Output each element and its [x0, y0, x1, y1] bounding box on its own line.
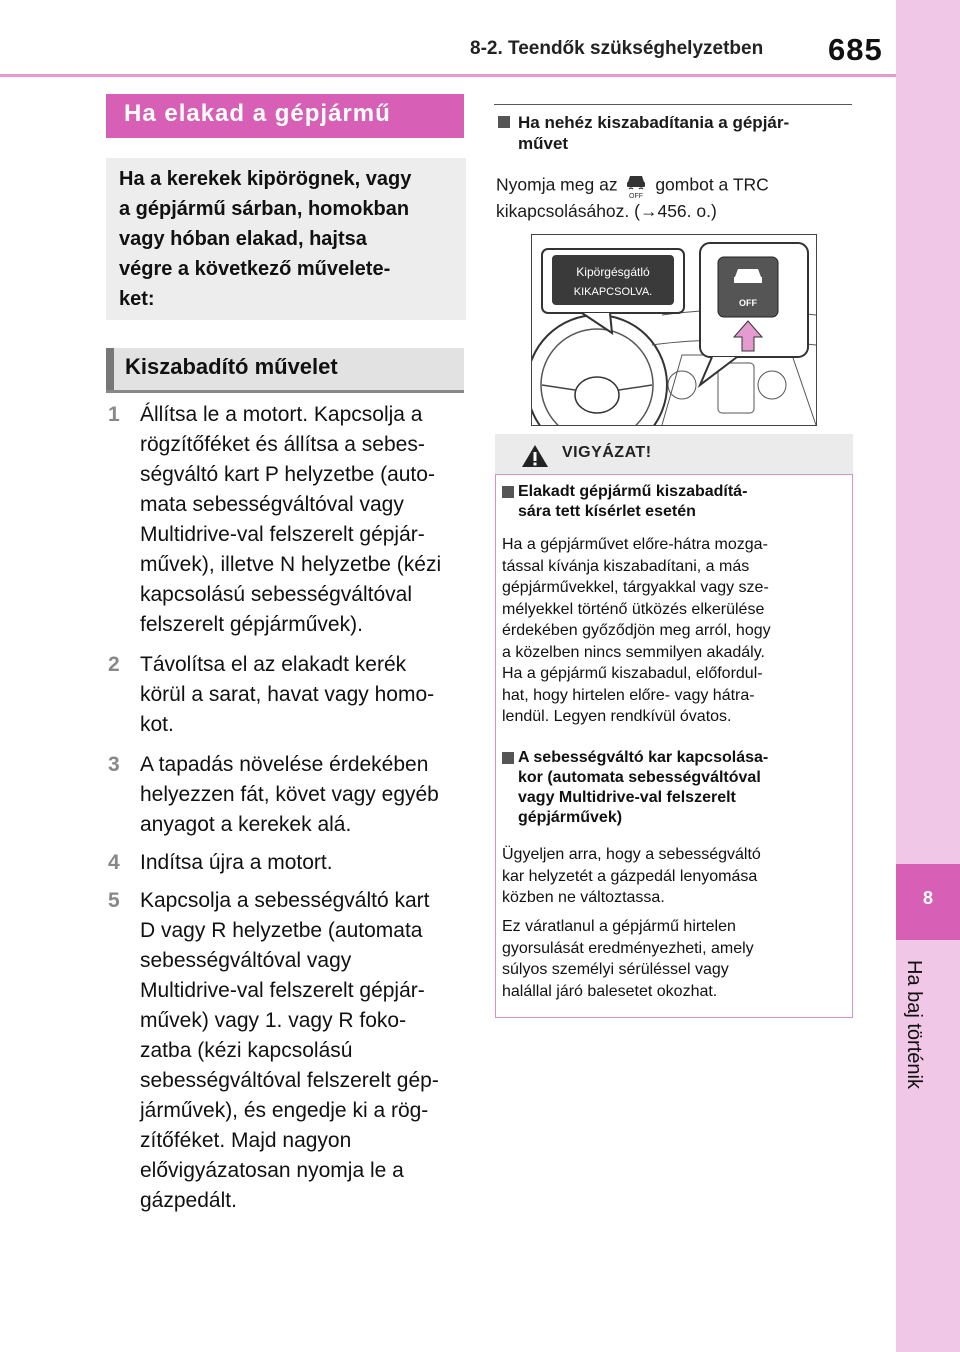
step-number: 1 [108, 403, 120, 426]
section-title-banner [106, 94, 464, 138]
dashboard-illustration [531, 234, 817, 426]
step-text: Állítsa le a motort. Kapcsolja a rögzítőféket és állítsa a sebes- ségváltó kart P helyzetbe (auto- mata sebességváltóval vagy Multidrive-val felszerelt gépjár- művek), illetve N helyzetbe (kézi kapcsolású sebességváltóval felszerelt gépjárművek). [140, 403, 442, 636]
right-body-text: Nyomja meg az OFF gombot a TRC kikapcsolásához. (→456. o.) [496, 172, 856, 222]
chapter-side-tab [896, 0, 960, 1352]
subsection-title: Kiszabadító művelet [125, 354, 338, 379]
trc-off-icon [622, 172, 650, 200]
chapter-number: 8 [922, 888, 933, 908]
section-title: Ha elakad a gépjármű [124, 100, 391, 127]
subsection-title-bar [106, 348, 464, 393]
caution-section-heading: A sebességváltó kar kapcsolása- kor (automata sebességváltóval vagy Multidrive-val felszerelt gépjárművek) [518, 749, 769, 826]
caution-section-text: Ez váratlanul a gépjármű hirtelen gyorsulását eredményezheti, amely súlyos személyi sérüléssel vagy halállal járó balesetet okozhat. [502, 918, 754, 1000]
warning-triangle-icon [521, 444, 549, 468]
step-text: Indítsa újra a motort. [140, 851, 333, 874]
right-section-divider [494, 104, 852, 105]
display-line-1: Kipörgésgátló [576, 265, 650, 279]
square-bullet-icon [498, 116, 510, 128]
step-text: A tapadás növelése érdekében helyezzen fát, követ vagy egyéb anyagot a kerekek alá. [140, 753, 439, 836]
square-bullet-icon [502, 486, 514, 498]
square-bullet-icon [502, 752, 514, 764]
caution-section-text: Ha a gépjárművet előre-hátra mozga- tással kívánja kiszabadítani, a más gépjárművekkel, tárgyakkal vagy sze- mélyekkel történő ütközés elkerülése érdekében győződjön meg arról, hogy a közelben nincs semmilyen akadály. Ha a gépjármű kiszabadul, előfordul- hat, hogy hirtelen előre- vagy hátra- lendül. Legyen rendkívül óvatos. [502, 536, 771, 725]
chapter-label: Ha baj történik [903, 960, 925, 1089]
caution-section-text: Ügyeljen arra, hogy a sebességváltó kar helyzetét a gázpedál lenyomása közben ne változtassa. [502, 846, 761, 906]
header-divider [0, 74, 896, 77]
svg-text:OFF: OFF [629, 193, 644, 200]
step-number: 3 [108, 753, 120, 776]
right-heading: Ha nehéz kiszabadítania a gépjár- művet [498, 112, 848, 154]
intro-box [106, 158, 466, 320]
page-number: 685 [828, 32, 883, 67]
dashboard-drawing [532, 235, 816, 425]
intro-text: Ha a kerekek kipörögnek, vagy a gépjármű sárban, homokban vagy hóban elakad, hajtsa végre a következő művelete- ket: [119, 168, 412, 310]
step-number: 4 [108, 851, 120, 874]
caution-section-heading: Elakadt gépjármű kiszabadítá- sára tett kísérlet esetén [518, 483, 748, 520]
header-section-title: 8-2. Teendők szükséghelyzetben [470, 38, 764, 59]
step-number: 5 [108, 889, 120, 912]
step-text: Távolítsa el az elakadt kerék körül a sarat, havat vagy homo- kot. [140, 653, 435, 736]
step-text: Kapcsolja a sebességváltó kart D vagy R helyzetbe (automata sebességváltóval vagy Multidrive-val felszerelt gépjár- művek) vagy 1. vagy R foko- zatba (kézi kapcsolású sebességváltóval felszerelt gép- járművek), és engedje ki a rög- zítőféket. Majd nagyon elővigyázatosan nyomja le a gázpedált. [140, 889, 439, 1212]
display-line-2: KIKAPCSOLVA. [573, 286, 653, 298]
step-number: 2 [108, 653, 120, 676]
trc-button-label: OFF [739, 298, 757, 308]
caution-title: VIGYÁZAT! [562, 444, 652, 461]
